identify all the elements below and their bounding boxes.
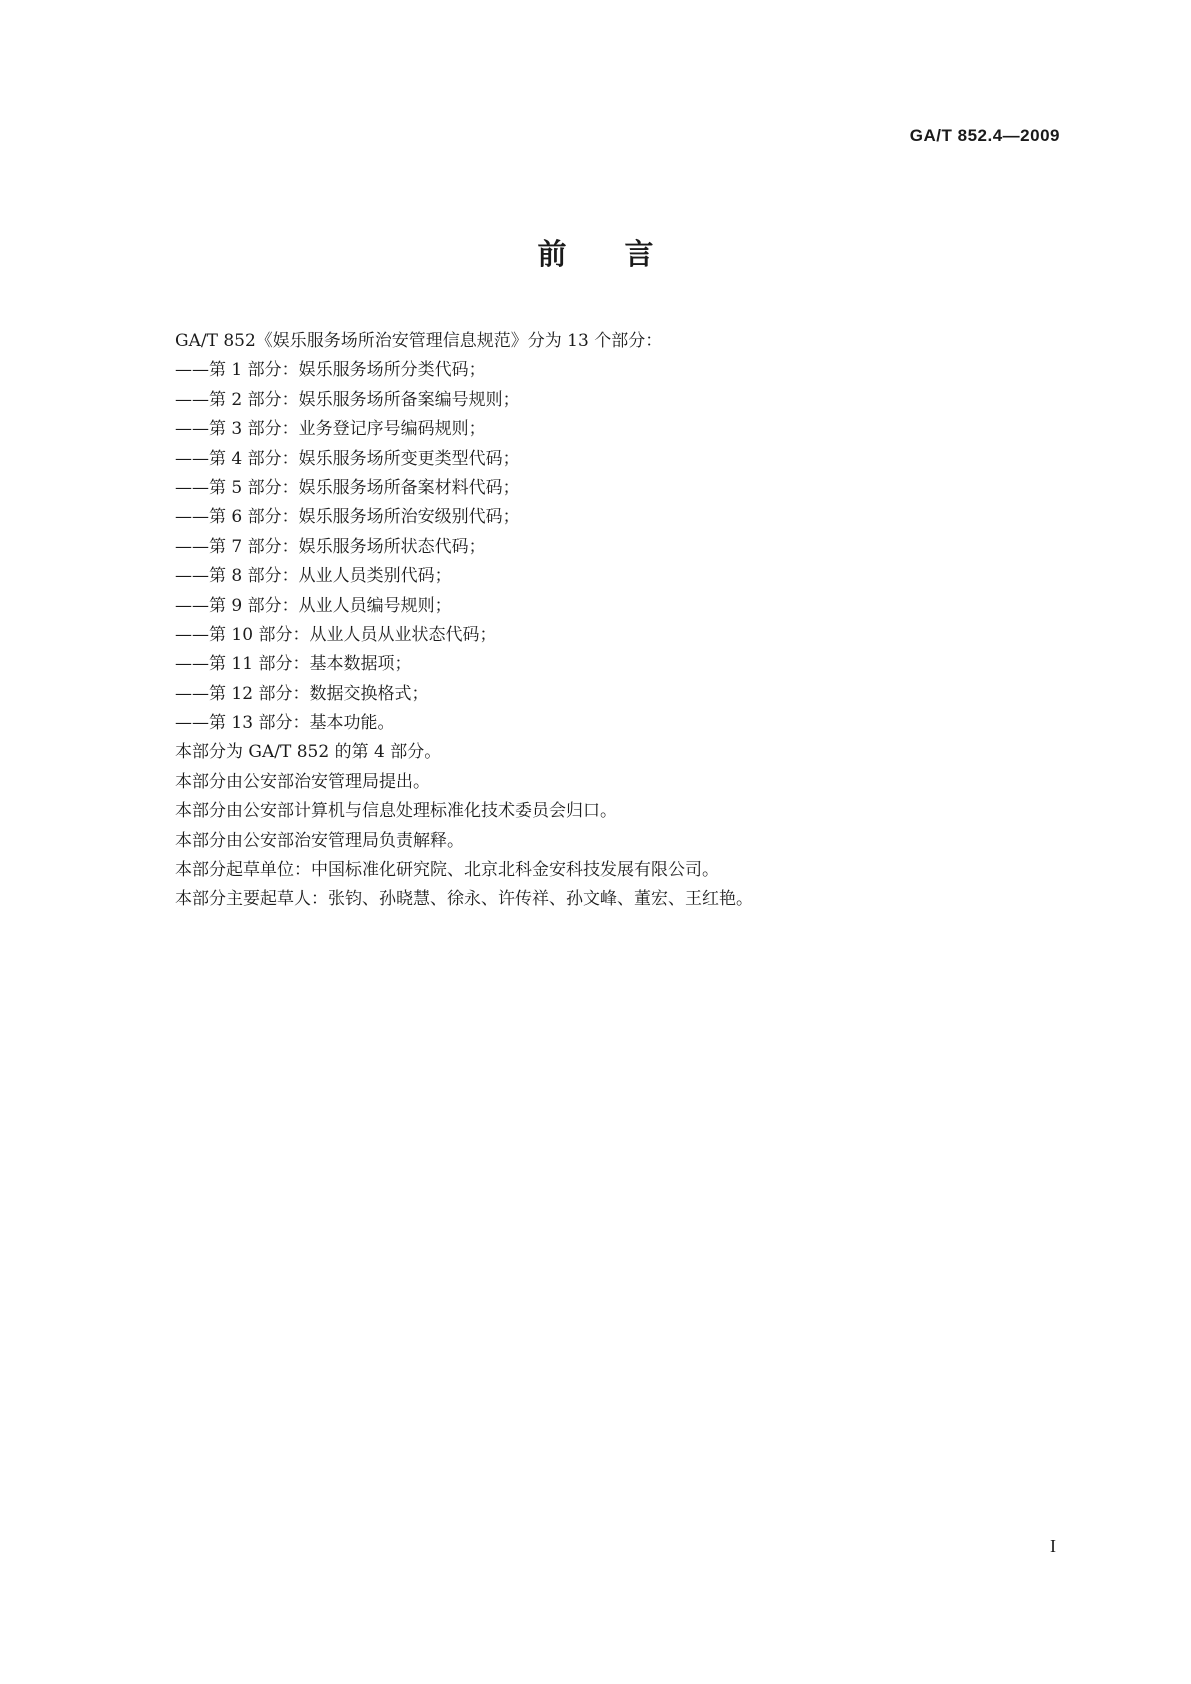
- statement-paragraph: 本部分为 GA/T 852 的第 4 部分。: [175, 742, 442, 763]
- list-item: ——第 6 部分：娱乐服务场所治安级别代码；: [175, 507, 520, 528]
- foreword-body: [175, 327, 1055, 915]
- page-title: 前 言: [537, 237, 654, 271]
- list-item: ——第 2 部分：娱乐服务场所备案编号规则；: [175, 389, 520, 410]
- list-item: ——第 4 部分：娱乐服务场所变更类型代码；: [175, 448, 520, 469]
- list-item: ——第 7 部分：娱乐服务场所状态代码；: [175, 536, 486, 557]
- intro-paragraph: GA/T 852《娱乐服务场所治安管理信息规范》分为 13 个部分：: [175, 331, 663, 351]
- list-item: ——第 13 部分：基本功能。: [175, 713, 395, 734]
- list-item: ——第 8 部分：从业人员类别代码；: [175, 566, 452, 587]
- list-item: ——第 11 部分：基本数据项；: [175, 654, 412, 675]
- standard-code-header: GA/T 852.4—2009: [909, 126, 1060, 145]
- list-item: ——第 3 部分：业务登记序号编码规则；: [175, 419, 486, 440]
- statement-paragraph: 本部分由公安部治安管理局负责解释。: [175, 830, 464, 851]
- list-item: ——第 1 部分：娱乐服务场所分类代码；: [175, 360, 486, 381]
- statement-paragraph: 本部分由公安部治安管理局提出。: [175, 771, 430, 792]
- page-number: I: [1050, 1536, 1056, 1556]
- statement-paragraph: 本部分主要起草人：张钧、孙晓慧、徐永、许传祥、孙文峰、董宏、王红艳。: [175, 889, 753, 910]
- list-item: ——第 10 部分：从业人员从业状态代码；: [175, 624, 497, 645]
- list-item: ——第 5 部分：娱乐服务场所备案材料代码；: [175, 477, 520, 498]
- list-item: ——第 12 部分：数据交换格式；: [175, 683, 429, 704]
- list-item: ——第 9 部分：从业人员编号规则；: [175, 595, 452, 616]
- statement-paragraph: 本部分起草单位：中国标准化研究院、北京北科金安科技发展有限公司。: [175, 860, 719, 881]
- statement-paragraph: 本部分由公安部计算机与信息处理标准化技术委员会归口。: [175, 801, 617, 822]
